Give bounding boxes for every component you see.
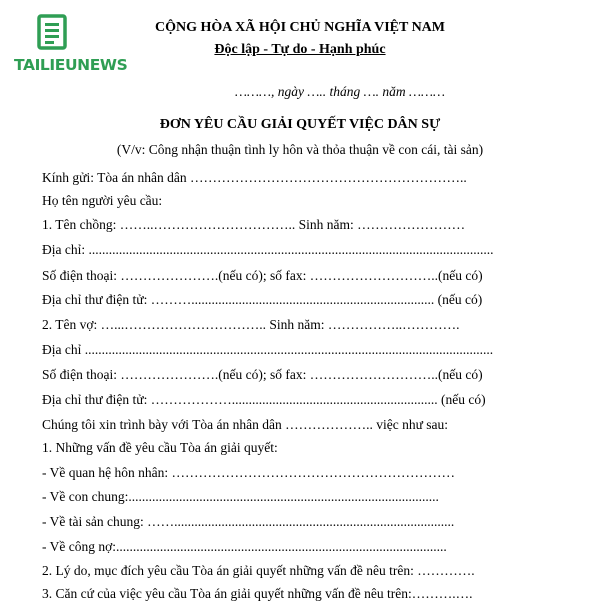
children-request-line: - Về con chung:............................................................................................ (42, 489, 439, 504)
requester-heading: Họ tên người yêu cầu: (42, 193, 163, 208)
document-subject: (V/v: Công nhận thuận tình ly hôn và thỏa thuận về con cái, tài sản) (116, 142, 484, 157)
wife-phone-fax-line: Số điện thoại: ………………….(nếu có); số fax: ………………………..(nếu có) (42, 367, 483, 382)
national-motto: Độc lập - Tự do - Hạnh phúc (214, 42, 386, 57)
document-title: ĐƠN YÊU CẦU GIẢI QUYẾT VIỆC DÂN SỰ (159, 117, 441, 132)
wife-name-line: 2. Tên vợ: …...………………………….. Sinh năm: ……………..…………. (42, 317, 460, 332)
recipient-line: Kính gửi: Tòa án nhân dân …………………………………………………….. (42, 170, 467, 185)
husband-address-line: Địa chỉ: ........................................................................................................................ (42, 242, 494, 257)
reason-line: 2. Lý do, mục đích yêu cầu Tòa án giải quyết những vấn đề nêu trên: …………. (42, 563, 475, 578)
wife-email-line: Địa chỉ thư điện tử: ………………............................................................. (nếu có) (42, 392, 486, 407)
logo-text: TAILIEUNEWS (14, 56, 128, 74)
wife-address-line: Địa chỉ ......................................................................................................................... (42, 342, 494, 357)
husband-name-line: 1. Tên chồng: ……..………………………….. Sinh năm: …………………… (42, 217, 466, 232)
place-date-line: ………, ngày ….. tháng …. năm ……… (234, 84, 446, 99)
husband-email-line: Địa chỉ thư điện tử: ………........................................................................ (nếu có) (42, 292, 483, 307)
husband-phone-fax-line: Số điện thoại: ………………….(nếu có); số fax: ………………………..(nếu có) (42, 268, 483, 283)
court-statement-line: Chúng tôi xin trình bày với Tòa án nhân dân ……………….. việc như sau: (42, 417, 449, 432)
property-request-line: - Về tài sản chung: ……................................................................................... (42, 514, 455, 529)
marriage-request-line: - Về quan hệ hôn nhân: ……………………………………………………… (42, 465, 455, 480)
basis-line: 3. Căn cứ của việc yêu cầu Tòa án giải quyết những vấn đề nêu trên:……….…. (42, 586, 473, 601)
debt-request-line: - Về công nợ:.................................................................................................. (42, 539, 447, 554)
requests-heading: 1. Những vấn đề yêu cầu Tòa án giải quyết: (42, 440, 278, 455)
national-title: CỘNG HÒA XÃ HỘI CHỦ NGHĨA VIỆT NAM (154, 20, 445, 35)
